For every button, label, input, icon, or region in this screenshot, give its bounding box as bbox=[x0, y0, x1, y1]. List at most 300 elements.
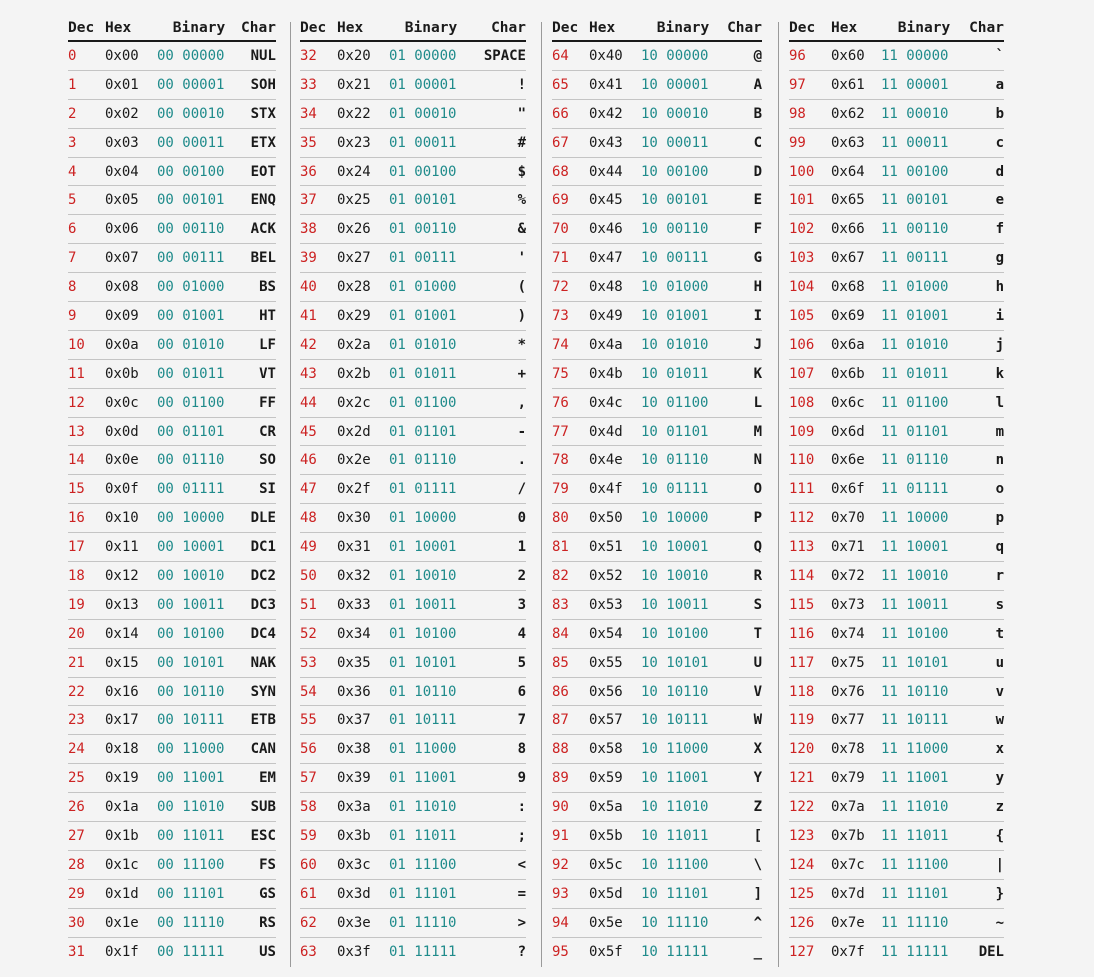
char-cell: A bbox=[725, 70, 762, 99]
binary-cell: 00 11110 bbox=[157, 908, 241, 937]
dec-cell: 63 bbox=[300, 943, 317, 960]
table-row bbox=[68, 533, 276, 562]
char-cell: K bbox=[725, 359, 762, 388]
dec-cell: 22 bbox=[68, 677, 105, 706]
hex-cell: 0x7c bbox=[831, 850, 881, 879]
header-hex: Hex bbox=[337, 16, 389, 41]
char-cell: % bbox=[473, 186, 526, 215]
dec-cell: 81 bbox=[552, 533, 589, 562]
hex-cell: 0x56 bbox=[589, 677, 641, 706]
hex-cell: 0x4e bbox=[589, 446, 641, 475]
dec-cell: 68 bbox=[552, 157, 589, 186]
binary-cell: 10 01001 bbox=[641, 302, 725, 331]
char-cell: ENQ bbox=[241, 186, 276, 215]
char-cell: D bbox=[725, 157, 762, 186]
table-header bbox=[552, 16, 762, 41]
binary-cell: 11 11011 bbox=[881, 822, 967, 851]
hex-cell: 0x49 bbox=[589, 302, 641, 331]
header-binary: Binary bbox=[641, 16, 725, 41]
char-cell: f bbox=[967, 215, 1004, 244]
char-cell: DC4 bbox=[241, 619, 276, 648]
hex-cell: 0x70 bbox=[831, 504, 881, 533]
binary-cell: 10 00011 bbox=[641, 128, 725, 157]
dec-cell: 89 bbox=[552, 764, 589, 793]
binary-cell: 10 10011 bbox=[641, 590, 725, 619]
char-cell: DC3 bbox=[241, 590, 276, 619]
dec-cell: 91 bbox=[552, 822, 589, 851]
dec-cell: 117 bbox=[789, 648, 831, 677]
hex-cell: 0x6e bbox=[831, 446, 881, 475]
char-cell: h bbox=[967, 273, 1004, 302]
header-hex: Hex bbox=[589, 16, 641, 41]
binary-cell: 00 10100 bbox=[157, 619, 241, 648]
binary-cell: 00 11100 bbox=[157, 850, 241, 879]
char-cell: S bbox=[725, 590, 762, 619]
dec-cell: 82 bbox=[552, 562, 589, 591]
binary-cell: 10 01110 bbox=[641, 446, 725, 475]
hex-cell: 0x5f bbox=[589, 943, 623, 960]
char-cell: VT bbox=[241, 359, 276, 388]
dec-cell: 115 bbox=[789, 590, 831, 619]
dec-cell: 76 bbox=[552, 388, 589, 417]
char-cell: 9 bbox=[473, 764, 526, 793]
char-cell: SYN bbox=[241, 677, 276, 706]
dec-cell: 72 bbox=[552, 273, 589, 302]
table-row bbox=[300, 273, 526, 302]
dec-cell: 55 bbox=[300, 706, 337, 735]
char-cell: s bbox=[967, 590, 1004, 619]
hex-cell: 0x59 bbox=[589, 764, 641, 793]
table-row bbox=[789, 273, 1004, 302]
hex-cell: 0x5a bbox=[589, 793, 641, 822]
char-cell: # bbox=[473, 128, 526, 157]
char-cell: O bbox=[725, 475, 762, 504]
dec-cell: 53 bbox=[300, 648, 337, 677]
binary-cell: 11 01100 bbox=[881, 388, 967, 417]
char-cell: 2 bbox=[473, 562, 526, 591]
dec-cell: 120 bbox=[789, 735, 831, 764]
binary-cell: 11 00001 bbox=[881, 70, 967, 99]
binary-cell: 11 10000 bbox=[881, 504, 967, 533]
table-row bbox=[300, 619, 526, 648]
table-row bbox=[300, 388, 526, 417]
dec-cell: 3 bbox=[68, 128, 105, 157]
char-cell: HT bbox=[241, 302, 276, 331]
binary-cell: 11 10001 bbox=[881, 533, 967, 562]
binary-cell: 01 00111 bbox=[389, 244, 473, 273]
binary-cell: 00 01000 bbox=[157, 273, 241, 302]
hex-cell: 0x24 bbox=[337, 157, 389, 186]
char-cell: FF bbox=[241, 388, 276, 417]
binary-cell: 00 01010 bbox=[157, 330, 241, 359]
hex-cell: 0x36 bbox=[337, 677, 389, 706]
char-cell: ! bbox=[473, 70, 526, 99]
table-row bbox=[68, 186, 276, 215]
table-row bbox=[552, 533, 762, 562]
dec-cell: 122 bbox=[789, 793, 831, 822]
table-body bbox=[300, 41, 526, 966]
dec-cell: 75 bbox=[552, 359, 589, 388]
table-row bbox=[789, 215, 1004, 244]
hex-cell: 0x74 bbox=[831, 619, 881, 648]
dec-cell: 38 bbox=[300, 215, 337, 244]
hex-cell: 0x35 bbox=[337, 648, 389, 677]
table-row bbox=[300, 128, 526, 157]
char-cell: " bbox=[473, 99, 526, 128]
hex-cell: 0x03 bbox=[105, 128, 157, 157]
dec-cell: 14 bbox=[68, 446, 105, 475]
dec-cell: 11 bbox=[68, 359, 105, 388]
char-cell: 7 bbox=[473, 706, 526, 735]
hex-cell: 0x1c bbox=[105, 850, 157, 879]
binary-cell: 00 11010 bbox=[157, 793, 241, 822]
header-char: Char bbox=[967, 16, 1004, 41]
char-cell: j bbox=[967, 330, 1004, 359]
dec-cell: 10 bbox=[68, 330, 105, 359]
binary-cell: 11 10111 bbox=[881, 706, 967, 735]
hex-cell: 0x73 bbox=[831, 590, 881, 619]
char-cell: SO bbox=[241, 446, 276, 475]
dec-cell: 23 bbox=[68, 706, 105, 735]
dec-cell: 69 bbox=[552, 186, 589, 215]
hex-cell: 0x76 bbox=[831, 677, 881, 706]
binary-cell: 00 00001 bbox=[157, 70, 241, 99]
binary-cell: 00 10010 bbox=[157, 562, 241, 591]
char-cell: DEL bbox=[978, 943, 1004, 960]
char-cell: SI bbox=[241, 475, 276, 504]
char-cell: 4 bbox=[473, 619, 526, 648]
table-row bbox=[68, 359, 276, 388]
header-dec: Dec bbox=[300, 16, 337, 41]
hex-cell: 0x0c bbox=[105, 388, 157, 417]
dec-cell: 56 bbox=[300, 735, 337, 764]
binary-cell: 11 00110 bbox=[881, 215, 967, 244]
binary-cell: 01 10110 bbox=[389, 677, 473, 706]
char-cell: & bbox=[473, 215, 526, 244]
hex-cell: 0x06 bbox=[105, 215, 157, 244]
ascii-block-3 bbox=[552, 16, 762, 966]
binary-cell: 01 00101 bbox=[389, 186, 473, 215]
hex-cell: 0x33 bbox=[337, 590, 389, 619]
char-cell: x bbox=[967, 735, 1004, 764]
char-cell: ETX bbox=[241, 128, 276, 157]
hex-cell: 0x09 bbox=[105, 302, 157, 331]
table-row bbox=[300, 590, 526, 619]
char-cell: Y bbox=[725, 764, 762, 793]
char-cell: V bbox=[725, 677, 762, 706]
hex-cell: 0x38 bbox=[337, 735, 389, 764]
binary-cell: 00 01100 bbox=[157, 388, 241, 417]
table-row bbox=[789, 388, 1004, 417]
table-row bbox=[789, 850, 1004, 879]
table-row bbox=[68, 850, 276, 879]
hex-cell: 0x3e bbox=[337, 908, 389, 937]
binary-cell: 01 10100 bbox=[389, 619, 473, 648]
hex-cell: 0x30 bbox=[337, 504, 389, 533]
table-row bbox=[300, 735, 526, 764]
binary-cell: 11 11010 bbox=[881, 793, 967, 822]
binary-cell: 10 11111 bbox=[641, 943, 709, 960]
hex-cell: 0x13 bbox=[105, 590, 157, 619]
hex-cell: 0x69 bbox=[831, 302, 881, 331]
hex-cell: 0x3a bbox=[337, 793, 389, 822]
table-row bbox=[789, 879, 1004, 908]
char-cell: C bbox=[725, 128, 762, 157]
char-cell: Z bbox=[725, 793, 762, 822]
binary-cell: 00 10001 bbox=[157, 533, 241, 562]
table-row bbox=[552, 677, 762, 706]
char-cell: W bbox=[725, 706, 762, 735]
hex-cell: 0x22 bbox=[337, 99, 389, 128]
char-cell: DC2 bbox=[241, 562, 276, 591]
dec-cell: 85 bbox=[552, 648, 589, 677]
table-row bbox=[789, 793, 1004, 822]
binary-cell: 10 11000 bbox=[641, 735, 725, 764]
table-row bbox=[300, 504, 526, 533]
char-cell: STX bbox=[241, 99, 276, 128]
hex-cell: 0x52 bbox=[589, 562, 641, 591]
binary-cell: 11 11001 bbox=[881, 764, 967, 793]
hex-cell: 0x6f bbox=[831, 475, 881, 504]
binary-cell: 01 10001 bbox=[389, 533, 473, 562]
char-cell: X bbox=[725, 735, 762, 764]
table-row bbox=[789, 937, 1004, 965]
hex-cell: 0x64 bbox=[831, 157, 881, 186]
dec-cell: 104 bbox=[789, 273, 831, 302]
hex-cell: 0x00 bbox=[105, 41, 157, 70]
char-cell: M bbox=[725, 417, 762, 446]
table-row bbox=[68, 562, 276, 591]
dec-cell: 21 bbox=[68, 648, 105, 677]
dec-cell: 51 bbox=[300, 590, 337, 619]
char-cell: F bbox=[725, 215, 762, 244]
dec-cell: 123 bbox=[789, 822, 831, 851]
dec-cell: 59 bbox=[300, 822, 337, 851]
binary-cell: 10 01101 bbox=[641, 417, 725, 446]
hex-cell: 0x05 bbox=[105, 186, 157, 215]
hex-cell: 0x2f bbox=[337, 475, 389, 504]
dec-cell: 48 bbox=[300, 504, 337, 533]
hex-cell: 0x44 bbox=[589, 157, 641, 186]
char-cell: ] bbox=[725, 879, 762, 908]
binary-cell: 01 11110 bbox=[389, 908, 473, 937]
binary-cell: 10 10000 bbox=[641, 504, 725, 533]
char-cell: CR bbox=[241, 417, 276, 446]
table-row bbox=[789, 41, 1004, 70]
dec-cell: 29 bbox=[68, 879, 105, 908]
hex-cell: 0x75 bbox=[831, 648, 881, 677]
hex-cell: 0x4d bbox=[589, 417, 641, 446]
dec-cell: 79 bbox=[552, 475, 589, 504]
table-row bbox=[300, 822, 526, 851]
binary-cell: 01 01001 bbox=[389, 302, 473, 331]
table-body bbox=[68, 41, 276, 966]
table-row bbox=[68, 822, 276, 851]
dec-cell: 18 bbox=[68, 562, 105, 591]
dec-cell: 36 bbox=[300, 157, 337, 186]
char-cell: } bbox=[967, 879, 1004, 908]
dec-cell: 100 bbox=[789, 157, 831, 186]
binary-cell: 00 00101 bbox=[157, 186, 241, 215]
hex-cell: 0x79 bbox=[831, 764, 881, 793]
binary-cell: 11 10100 bbox=[881, 619, 967, 648]
hex-cell: 0x15 bbox=[105, 648, 157, 677]
table-row bbox=[300, 302, 526, 331]
dec-cell: 94 bbox=[552, 908, 589, 937]
hex-cell: 0x32 bbox=[337, 562, 389, 591]
table-row bbox=[68, 388, 276, 417]
header-binary: Binary bbox=[389, 16, 473, 41]
table-row bbox=[300, 330, 526, 359]
binary-cell: 00 00100 bbox=[157, 157, 241, 186]
dec-cell: 4 bbox=[68, 157, 105, 186]
table-row bbox=[789, 99, 1004, 128]
hex-cell: 0x08 bbox=[105, 273, 157, 302]
char-cell: a bbox=[967, 70, 1004, 99]
column-divider bbox=[778, 22, 779, 967]
header-hex: Hex bbox=[105, 16, 157, 41]
char-cell: NAK bbox=[241, 648, 276, 677]
char-cell: $ bbox=[473, 157, 526, 186]
hex-cell: 0x41 bbox=[589, 70, 641, 99]
dec-cell: 33 bbox=[300, 70, 337, 99]
binary-cell: 01 10000 bbox=[389, 504, 473, 533]
hex-cell: 0x40 bbox=[589, 41, 641, 70]
char-cell: [ bbox=[725, 822, 762, 851]
ascii-block-1 bbox=[68, 16, 276, 966]
char-cell: EM bbox=[241, 764, 276, 793]
binary-cell: 11 01101 bbox=[881, 417, 967, 446]
dec-cell: 121 bbox=[789, 764, 831, 793]
hex-cell: 0x77 bbox=[831, 706, 881, 735]
table-row bbox=[789, 504, 1004, 533]
dec-cell: 43 bbox=[300, 359, 337, 388]
table-row bbox=[552, 41, 762, 70]
char-cell: + bbox=[473, 359, 526, 388]
table-row bbox=[300, 244, 526, 273]
dec-cell: 125 bbox=[789, 879, 831, 908]
dec-cell: 66 bbox=[552, 99, 589, 128]
binary-cell: 11 01011 bbox=[881, 359, 967, 388]
ascii-table-96-127 bbox=[789, 16, 1004, 966]
table-row bbox=[68, 41, 276, 70]
table-row bbox=[68, 446, 276, 475]
char-cell: l bbox=[967, 388, 1004, 417]
binary-cell: 10 00001 bbox=[641, 70, 725, 99]
table-header bbox=[68, 16, 276, 41]
table-row bbox=[552, 619, 762, 648]
binary-cell: 11 10011 bbox=[881, 590, 967, 619]
char-cell: n bbox=[967, 446, 1004, 475]
binary-cell: 00 01110 bbox=[157, 446, 241, 475]
table-row bbox=[300, 879, 526, 908]
char-cell: z bbox=[967, 793, 1004, 822]
char-cell: > bbox=[473, 908, 526, 937]
header-hex: Hex bbox=[831, 16, 881, 41]
char-cell: o bbox=[967, 475, 1004, 504]
dec-cell: 46 bbox=[300, 446, 337, 475]
dec-cell: 49 bbox=[300, 533, 337, 562]
dec-cell: 26 bbox=[68, 793, 105, 822]
hex-cell: 0x4f bbox=[589, 475, 641, 504]
char-cell: ; bbox=[473, 822, 526, 851]
table-row bbox=[789, 186, 1004, 215]
char-cell: w bbox=[967, 706, 1004, 735]
binary-cell: 01 11001 bbox=[389, 764, 473, 793]
binary-cell: 10 00010 bbox=[641, 99, 725, 128]
char-cell: b bbox=[967, 99, 1004, 128]
binary-cell: 11 11111 bbox=[881, 943, 949, 960]
char-cell: DLE bbox=[241, 504, 276, 533]
char-cell: q bbox=[967, 533, 1004, 562]
dec-cell: 96 bbox=[789, 41, 831, 70]
header-dec: Dec bbox=[552, 16, 589, 41]
binary-cell: 01 10101 bbox=[389, 648, 473, 677]
binary-cell: 11 01001 bbox=[881, 302, 967, 331]
hex-cell: 0x2e bbox=[337, 446, 389, 475]
hex-cell: 0x28 bbox=[337, 273, 389, 302]
hex-cell: 0x7a bbox=[831, 793, 881, 822]
char-cell: d bbox=[967, 157, 1004, 186]
table-row bbox=[552, 273, 762, 302]
header-char: Char bbox=[241, 16, 276, 41]
hex-cell: 0x07 bbox=[105, 244, 157, 273]
table-row bbox=[789, 302, 1004, 331]
table-row bbox=[68, 648, 276, 677]
char-cell: ( bbox=[473, 273, 526, 302]
dec-cell: 20 bbox=[68, 619, 105, 648]
binary-cell: 10 00110 bbox=[641, 215, 725, 244]
table-row bbox=[552, 908, 762, 937]
dec-cell: 52 bbox=[300, 619, 337, 648]
hex-cell: 0x1a bbox=[105, 793, 157, 822]
hex-cell: 0x62 bbox=[831, 99, 881, 128]
char-cell: k bbox=[967, 359, 1004, 388]
char-cell: v bbox=[967, 677, 1004, 706]
hex-cell: 0x7d bbox=[831, 879, 881, 908]
table-row bbox=[789, 330, 1004, 359]
binary-cell: 01 11111 bbox=[389, 943, 457, 960]
dec-cell: 37 bbox=[300, 186, 337, 215]
char-cell: _ bbox=[753, 943, 762, 960]
header-dec: Dec bbox=[68, 16, 105, 41]
table-row bbox=[789, 417, 1004, 446]
dec-cell: 54 bbox=[300, 677, 337, 706]
dec-cell: 6 bbox=[68, 215, 105, 244]
dec-cell: 84 bbox=[552, 619, 589, 648]
dec-cell: 112 bbox=[789, 504, 831, 533]
hex-cell: 0x7e bbox=[831, 908, 881, 937]
hex-cell: 0x39 bbox=[337, 764, 389, 793]
hex-cell: 0x1d bbox=[105, 879, 157, 908]
column-divider bbox=[290, 22, 291, 967]
ascii-table-0-31 bbox=[68, 16, 276, 966]
dec-cell: 92 bbox=[552, 850, 589, 879]
binary-cell: 01 10010 bbox=[389, 562, 473, 591]
hex-cell: 0x34 bbox=[337, 619, 389, 648]
binary-cell: 01 00110 bbox=[389, 215, 473, 244]
table-row bbox=[300, 677, 526, 706]
ascii-table-64-95 bbox=[552, 16, 762, 966]
table-row bbox=[68, 793, 276, 822]
hex-cell: 0x48 bbox=[589, 273, 641, 302]
char-cell: g bbox=[967, 244, 1004, 273]
dec-cell: 60 bbox=[300, 850, 337, 879]
hex-cell: 0x0e bbox=[105, 446, 157, 475]
hex-cell: 0x42 bbox=[589, 99, 641, 128]
binary-cell: 01 11011 bbox=[389, 822, 473, 851]
hex-cell: 0x02 bbox=[105, 99, 157, 128]
